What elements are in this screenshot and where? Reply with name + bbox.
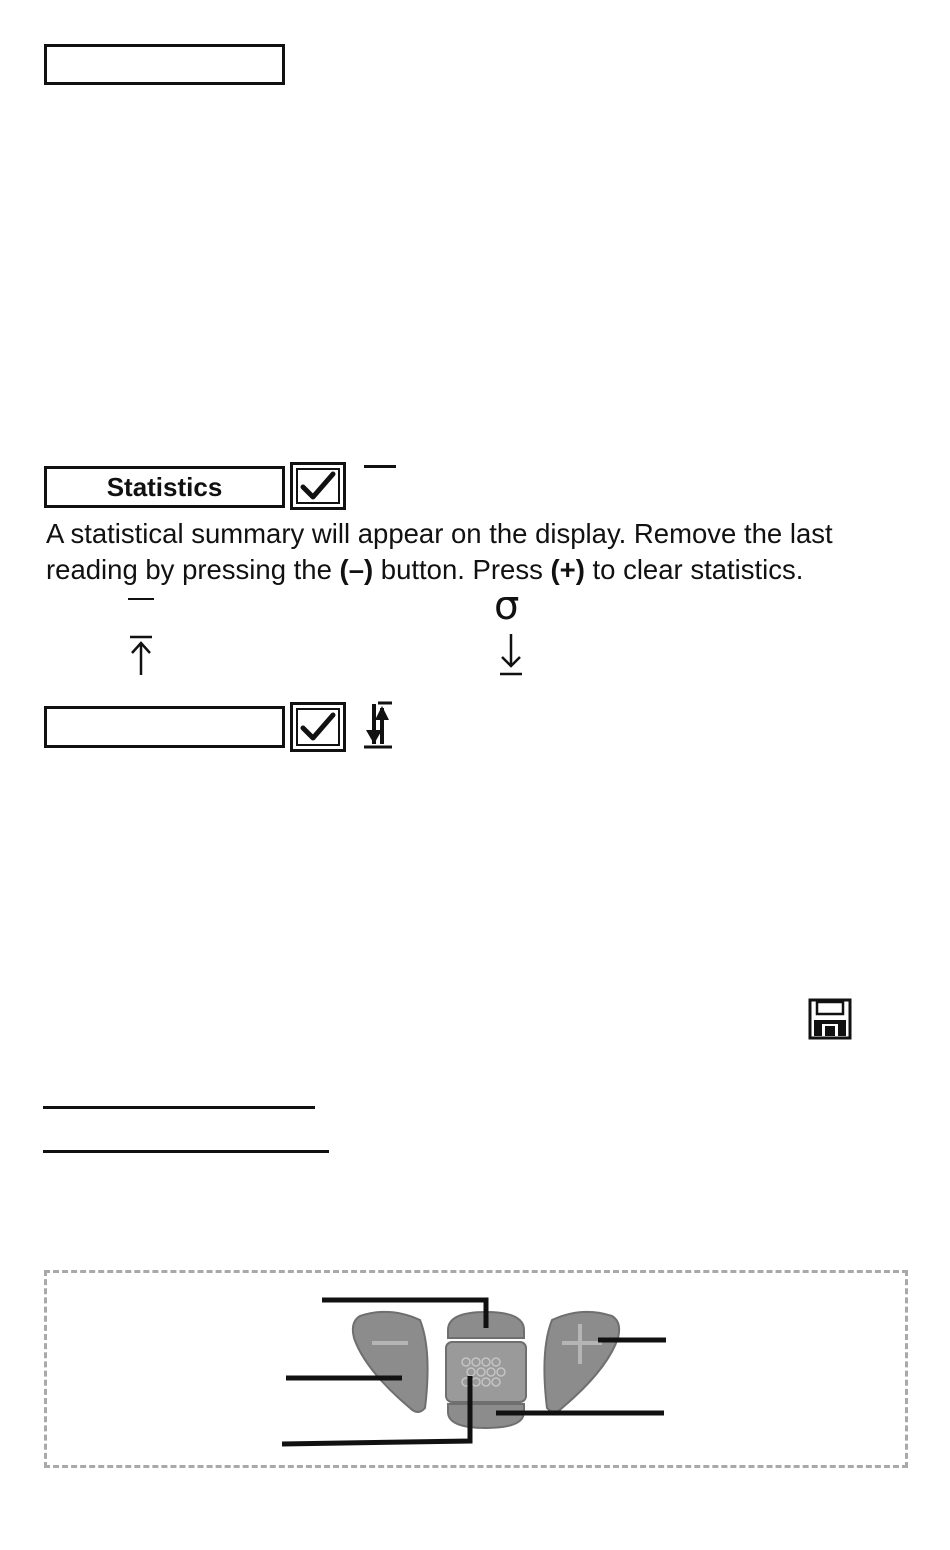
- mean-bar-icon-2: [128, 598, 154, 600]
- sort-arrows-icon: [360, 700, 396, 750]
- minus-button-icon: [353, 1312, 428, 1412]
- plus-button-ref: (+): [550, 554, 585, 585]
- underline-2: [43, 1150, 329, 1153]
- section-header-box-top: [44, 44, 285, 85]
- description-text-3: to clear statistics.: [584, 554, 804, 585]
- min-arrow-icon: [496, 632, 526, 676]
- statistics-label: Statistics: [106, 471, 223, 502]
- check-icon: [298, 469, 338, 503]
- second-check-icon: [290, 702, 346, 752]
- statistics-check-icon: [290, 462, 346, 510]
- plus-button-icon: [544, 1312, 619, 1412]
- minus-button-ref: (–): [339, 554, 374, 585]
- description-text-2: button. Press: [373, 554, 551, 585]
- device-buttons-illustration: [270, 1290, 690, 1460]
- underline-1: [43, 1106, 315, 1109]
- sigma-symbol: σ: [494, 583, 520, 629]
- mean-bar-icon: [364, 465, 396, 468]
- description-text-1: A statistical summary will appear on the display. Remove the last reading by pressing the: [46, 518, 833, 585]
- statistics-header-box: [44, 466, 285, 508]
- save-floppy-icon: [808, 998, 852, 1040]
- check-icon: [298, 710, 338, 744]
- statistics-description: [46, 516, 916, 588]
- max-arrow-icon: [126, 634, 156, 676]
- section-header-box-second: [44, 706, 285, 748]
